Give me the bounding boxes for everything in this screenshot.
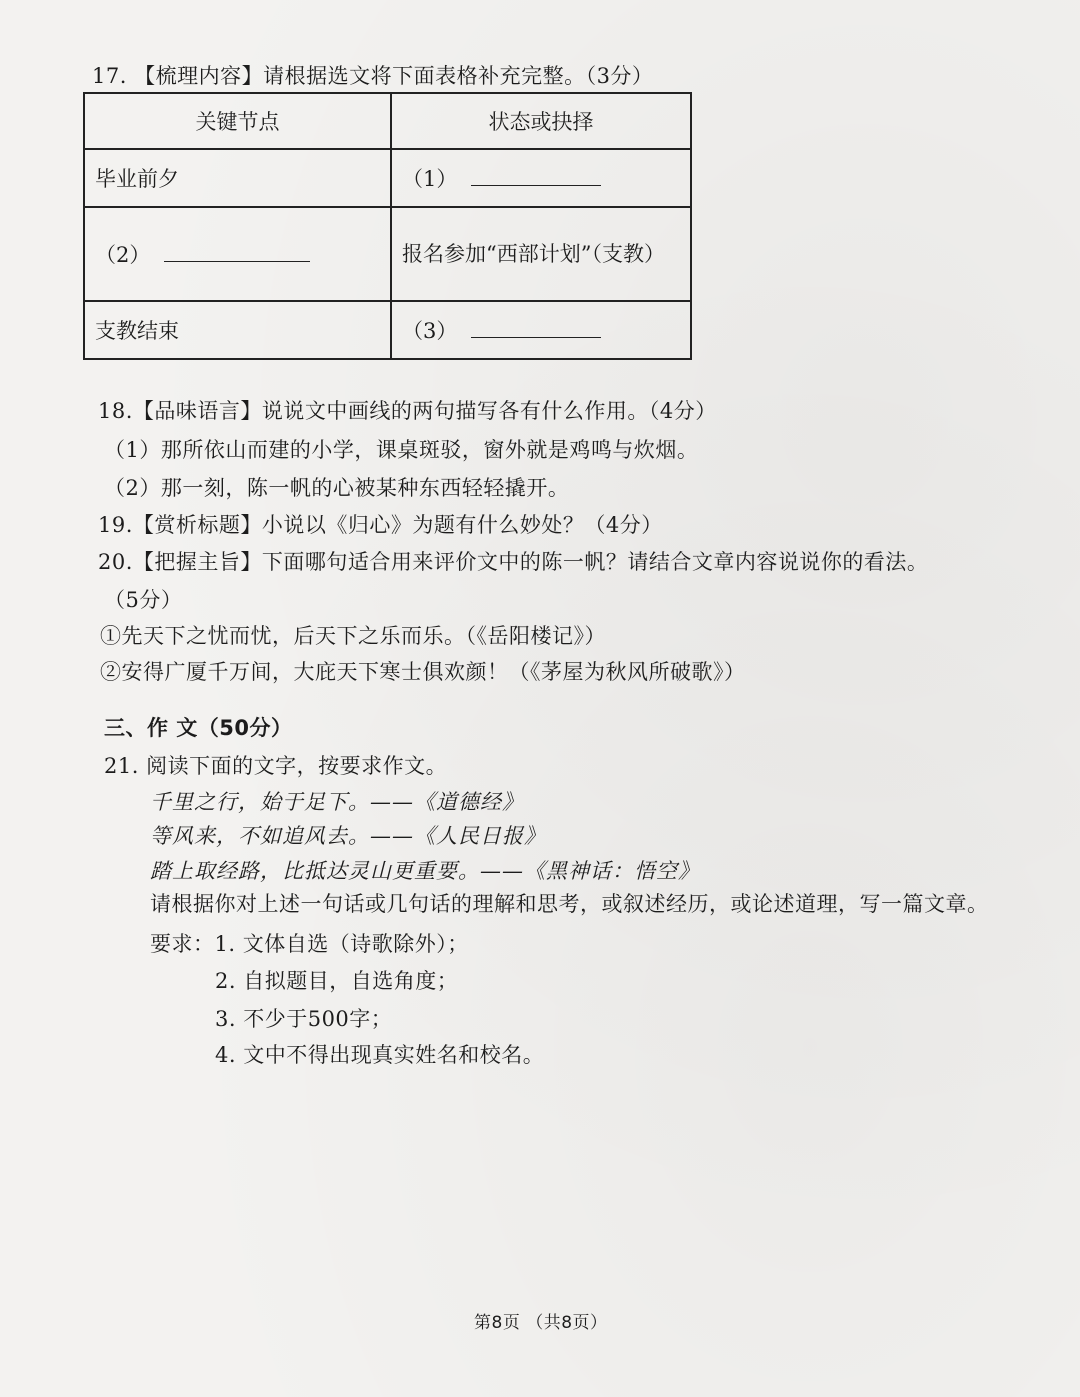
- row3-node: 支教结束: [84, 301, 391, 359]
- quote-2: 等风来，不如追风去。——《人民日报》: [150, 824, 546, 848]
- table-header-key-node: 关键节点: [84, 93, 391, 149]
- answer-blank-3[interactable]: [471, 317, 601, 338]
- table-row: [84, 149, 691, 207]
- fill-in-table: [83, 92, 692, 360]
- question-17: 17. 【梳理内容】请根据选文将下面表格补充完整。（3分）: [92, 64, 654, 88]
- row1-answer[interactable]: [391, 149, 691, 207]
- requirements-label: 要求：: [150, 932, 215, 956]
- blank-label-3: （3）: [402, 319, 458, 343]
- blank-label-2: （2）: [95, 243, 151, 267]
- table-row: [84, 207, 691, 301]
- question-20: 20.【把握主旨】下面哪句适合用来评价文中的陈一帆？请结合文章内容说说你的看法。: [98, 550, 929, 574]
- row1-node: 毕业前夕: [84, 149, 391, 207]
- requirement-1: [150, 928, 469, 958]
- blank-label-1: （1）: [402, 167, 458, 191]
- row3-answer[interactable]: [391, 301, 691, 359]
- row2-choice: 报名参加“西部计划”（支教）: [391, 207, 691, 301]
- question-21: 21. 阅读下面的文字，按要求作文。: [104, 754, 448, 778]
- requirement-2: 2. 自拟题目，自选角度；: [215, 969, 459, 993]
- table-header-state: 状态或抉择: [391, 93, 691, 149]
- question-18-sentence-1: （1）那所依山而建的小学，课桌斑驳，窗外就是鸡鸣与炊烟。: [104, 438, 699, 462]
- page-footer: 第8页 （共8页）: [474, 1313, 608, 1333]
- answer-blank-2[interactable]: [164, 241, 310, 262]
- question-20-option-1: ①先天下之忧而忧，后天下之乐而乐。（《岳阳楼记》）: [100, 624, 606, 648]
- quote-1: 千里之行，始于足下。——《道德经》: [150, 790, 524, 814]
- question-19: 19.【赏析标题】小说以《归心》为题有什么妙处？（4分）: [98, 513, 663, 537]
- table-row: [84, 301, 691, 359]
- question-18: 18.【品味语言】说说文中画线的两句描写各有什么作用。（4分）: [98, 399, 717, 423]
- row2-answer[interactable]: [84, 207, 391, 301]
- requirement-3: 3. 不少于500字；: [215, 1007, 393, 1031]
- question-18-sentence-2: （2）那一刻，陈一帆的心被某种东西轻轻撬开。: [104, 476, 570, 500]
- requirement-1-text: 1. 文体自选（诗歌除外）；: [214, 932, 469, 956]
- essay-prompt: 请根据你对上述一句话或几句话的理解和思考，或叙述经历，或论述道理，写一篇文章。: [150, 892, 989, 916]
- section-3-title: 三、作 文（50分）: [104, 716, 293, 740]
- requirement-4: 4. 文中不得出现真实姓名和校名。: [215, 1043, 545, 1067]
- question-20-option-2: ②安得广厦千万间，大庇天下寒士俱欢颜！（《茅屋为秋风所破歌》）: [100, 660, 746, 684]
- answer-blank-1[interactable]: [471, 165, 601, 186]
- quote-3: 踏上取经路，比抵达灵山更重要。——《黑神话：悟空》: [150, 859, 700, 883]
- question-20-score: （5分）: [104, 588, 183, 612]
